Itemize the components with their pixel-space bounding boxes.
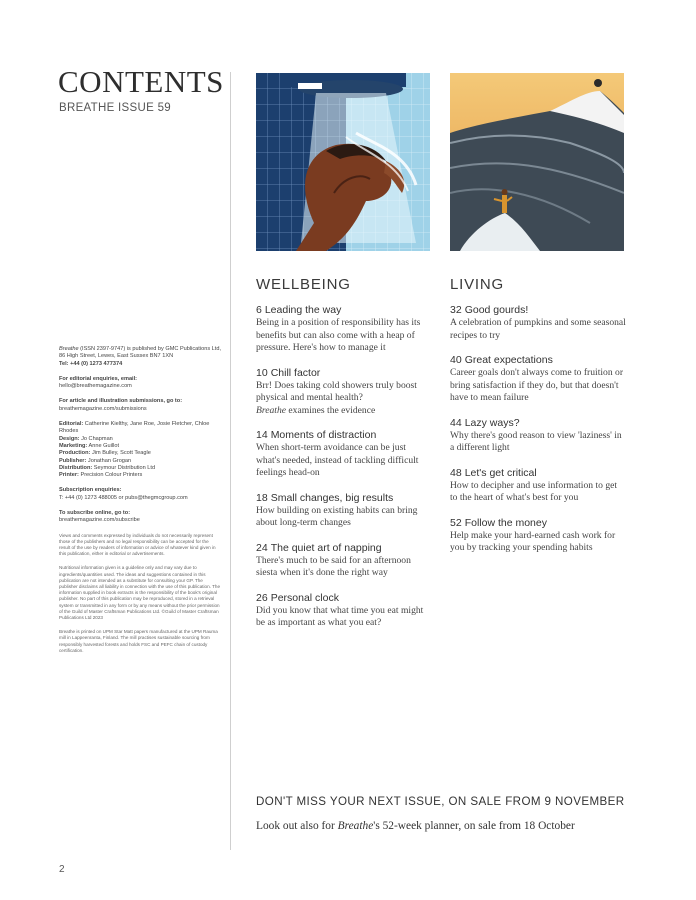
credit-names: Jim Bulley, Scott Teagle [90,450,151,457]
entry-heading: Lazy ways? [464,416,520,429]
subscription-text: T: +44 (0) 1273 488005 or pubs@thegmcgroup.com [59,494,188,501]
entry-title [256,491,432,505]
submissions-info [59,398,221,413]
toc-entry[interactable] [256,366,432,418]
entry-heading: Leading the way [264,304,342,316]
toc-entry[interactable] [450,353,626,405]
entry-desc-tail: examines the evidence [286,404,376,416]
entry-desc-italic: Breathe [256,404,287,416]
entry-page: 10 [256,366,268,379]
subscribe-online [59,510,221,525]
planner-italic: Breathe [337,820,374,832]
entry-page: 48 [450,466,462,479]
entry-description: When short-term avoidance can be just what's needed, instead of tackling difficult feelings head-on [256,442,419,478]
next-issue-notice: DON'T MISS YOUR NEXT ISSUE, ON SALE FROM 9 NOVEMBER [256,795,625,808]
entry-page: 32 [450,304,462,316]
entry-title [450,303,626,317]
entry-description: How to decipher and use information to get to the heart of what's best for you [450,479,618,503]
credit-role: Production: [59,450,91,457]
entry-description: Why there's good reason to view 'laziness' in a different light [450,429,622,453]
credit-names: Anne Guillot [87,442,120,449]
subscribe-heading: To subscribe online, go to: [59,510,131,517]
planner-notice [256,820,575,832]
planner-text-a: Look out also for [256,820,338,832]
entry-page: 6 [256,304,262,316]
credit-role: Marketing: [59,442,88,449]
entry-title [256,541,432,555]
credit-names: Jo Chapman [79,435,113,442]
entry-page: 26 [256,591,268,604]
submissions-url[interactable]: breathemagazine.com/submissions [59,405,147,412]
planner-text-b: 's 52-week planner, on sale from 18 October [373,820,575,832]
entry-description: Being in a position of responsibility has its benefits but can also come with a heap of pressure. Here's how to manage it [256,317,421,353]
credit-role: Distribution: [59,464,93,471]
credit-role: Printer: [59,472,79,479]
toc-entry[interactable] [450,303,626,342]
entry-page: 52 [450,516,462,529]
publisher-info [59,346,221,662]
issue-label: BREATHE ISSUE 59 [59,102,171,114]
entry-page: 40 [450,354,462,366]
editorial-heading: For editorial enquiries, email: [59,375,138,382]
contents-title: CONTENTS [58,64,224,99]
entry-heading: The quiet art of napping [270,541,382,554]
page-number: 2 [59,864,65,875]
section-heading: LIVING [450,276,504,293]
entry-title [450,466,626,480]
entry-title [256,366,432,380]
entry-heading: Small changes, big results [270,491,394,504]
entry-heading: Good gourds! [464,304,529,316]
entry-title [256,428,432,442]
publisher-italic: Breathe [59,346,79,352]
credits-list [59,421,221,479]
entry-title [450,353,626,367]
entry-description: Did you know that what time you eat might be as important as what you eat? [256,604,424,628]
publisher-statement [59,346,221,368]
toc-entry[interactable] [256,303,432,355]
entry-description: Help make your hard-earned cash work for you by tracking your spending habits [450,529,616,553]
toc-entry[interactable] [256,491,432,530]
entry-page: 44 [450,416,462,429]
credit-names: Jonathan Grogan [86,457,132,464]
toc-entry[interactable] [256,541,432,580]
entry-title [450,516,626,530]
vertical-divider [230,72,231,850]
subscription-info [59,487,221,502]
entry-description: There's much to be said for an afternoon siesta when it's done the right way [256,554,411,578]
entry-page: 24 [256,541,268,554]
credit-role: Publisher: [59,457,87,464]
wave-illustration [450,73,624,251]
entry-title [256,591,432,605]
toc-entry[interactable] [256,591,432,630]
entry-description: Career goals don't always come to fruition or bring satisfaction if they do, but that doesn't have to mean failure [450,367,624,403]
toc-entry[interactable] [450,466,626,505]
toc-entry[interactable] [256,428,432,480]
living-section [450,276,626,566]
entry-page: 14 [256,429,268,441]
entry-title [450,416,626,430]
entry-heading: Chill factor [270,366,321,379]
credit-names: Seymour Distribution Ltd [92,464,156,471]
submissions-heading: For article and illustration submissions, go to: [59,398,183,405]
toc-entry[interactable] [450,416,626,455]
editorial-info [59,376,221,391]
entry-description: A celebration of pumpkins and some seasonal recipes to try [450,317,626,341]
entry-heading: Great expectations [464,354,553,366]
toc-entry[interactable] [450,516,626,555]
disclaimer-nutrition: Nutritional information given is a guideline only and may vary due to ingredients/quantities used. The ideas and suggestions contained in this publication are not intended as a substitute for consulting your GP. The publisher disclaims all liability in connection with the use of this publication. The information supplied in book extracts is the responsibility of the book's original publisher. No part of this publication may be reproduced, stored in a retrieval system or transmitted in any form or by any means without the prior permission of the Guild of Master Craftsman Publications Ltd. ©Guild of Master Craftsman Publications Ltd 2023 [59,565,221,621]
entry-heading: Personal clock [270,591,339,604]
subscription-heading: Subscription enquiries: [59,487,122,494]
credit-names: Precision Colour Printers [78,472,143,479]
entry-heading: Moments of distraction [270,429,377,441]
entry-heading: Let's get critical [464,466,537,479]
shower-illustration [256,73,430,251]
disclaimer-paper: Breathe is printed on UPM Star Matt papers manufactured at the UPM Rauma mill in Lappeenranta, Finland. The mill practises sustainable sourcing from responsibly harvested forests and holds FSC and PEFC chain of custody certification. [59,629,218,653]
entry-description [256,380,432,418]
entry-title [256,303,432,317]
entry-heading: Follow the money [464,516,547,529]
credit-names: Catherine Kielthy, Jane Roe, Josie Fletcher, Chloe Rhodes [59,421,210,435]
editorial-email[interactable]: hello@breathemagazine.com [59,383,132,390]
publisher-tel: Tel: +44 (0) 1273 477374 [59,360,123,367]
credit-role: Editorial: [59,421,84,428]
section-heading: WELLBEING [256,276,351,293]
subscribe-url[interactable]: breathemagazine.com/subscribe [59,517,140,524]
entry-desc-text: Brr! Does taking cold showers truly boost physical and mental health? [256,379,417,403]
entry-description: How building on existing habits can bring about long-term changes [256,504,418,528]
credit-role: Design: [59,435,80,442]
wellbeing-section [256,276,432,641]
disclaimer-views: Views and comments expressed by individuals do not necessarily represent those of the publishers and no legal responsibility can be accepted for the result of the use by readers of information or advice of whatever kind given in this publication, either in editorial or advertisements. [59,532,216,557]
publisher-text: (ISSN 2397-9747) is published by GMC Publications Ltd, 86 High Street, Lewes, East Sussex BN7 1XN [59,346,221,360]
entry-page: 18 [256,491,268,504]
